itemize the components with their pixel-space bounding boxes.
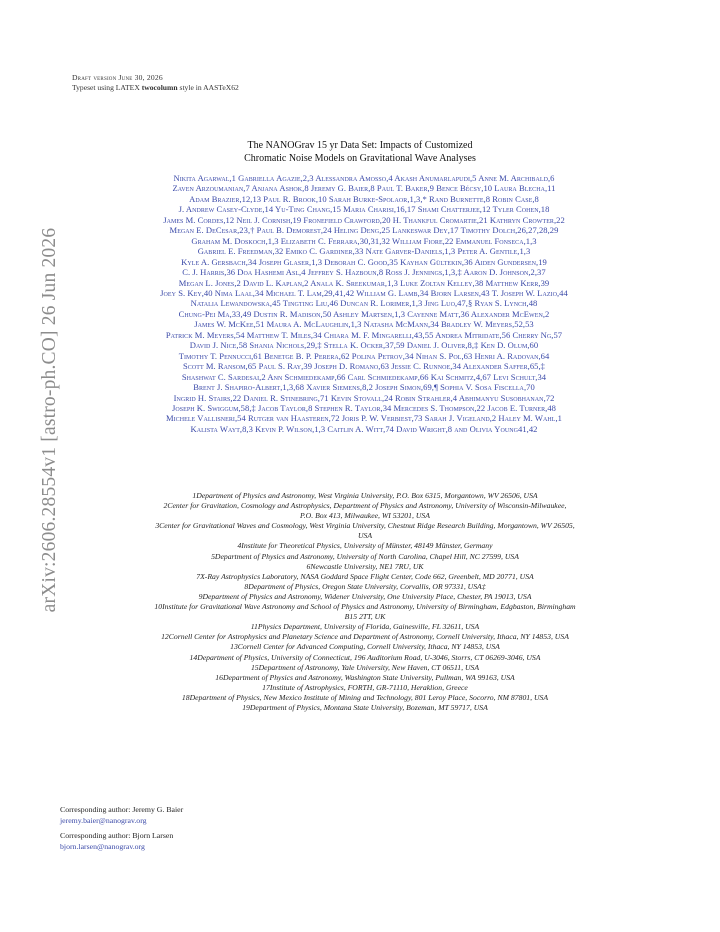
author-list — [72, 173, 656, 434]
author-line: James W. McKee,51 Maura A. McLaughlin,1,3 Natasha McMann,34 Bradley W. Meyers,52,53 — [194, 319, 534, 330]
author-line: Chung-Pei Ma,33,49 Dustin R. Madison,50 Ashley Martsen,1,3 Cayenne Matt,36 Alexander McEwen,2 — [178, 308, 550, 319]
author-line: C. J. Harris,36 Doa Hashemi Asl,4 Jeffrey S. Hazboun,8 Ross J. Jennings,1,3,‡ Aaron D. Johnson,2,37 — [182, 267, 546, 278]
title-line: The NANOGrav 15 yr Data Set: Impacts of Customized — [247, 140, 473, 151]
author-line: Nikita Agarwal,1 Gabriella Agazie,2,3 Alessandra Amosso,4 Akash Anumarlapudi,5 Anne M. Archibald,6 — [173, 173, 555, 183]
author-line: Megan E. DeCesar,23,† Paul B. Demorest,24 Heling Deng,25 Lankeswar Dey,17 Timothy Dolch,26,27,28,29 — [169, 225, 559, 236]
author-line: Graham M. Doskoch,1,3 Elizabeth C. Ferrara,30,31,32 William Fiore,22 Emmanuel Fonseca,1,3 — [191, 235, 537, 246]
affiliation-line: 4Institute for Theoretical Physics, University of Münster, 48149 Münster, Germany — [237, 541, 493, 551]
author-line: Zaven Arzoumanian,7 Anjana Ashok,8 Jeremy G. Baier,8 Paul T. Baker,9 Bence Bécsy,10 Laura Blecha,11 — [172, 183, 556, 194]
arxiv-identifier: arXiv:2606.28554v1 [astro-ph.CO] 26 Jun 2026 — [39, 227, 60, 613]
affiliation-line: 18Department of Physics, New Mexico Institute of Mining and Technology, 801 Leroy Place, Socorro, NM 87801, USA — [181, 692, 549, 702]
author-line: Brent J. Shapiro-Albert,1,3,68 Xavier Siemens,8,2 Joseph Simon,69,¶ Sophia V. Sosa Fiscella,70 — [193, 382, 535, 393]
author-line: Scott M. Ransom,65 Paul S. Ray,39 Joseph D. Romano,63 Jessie C. Runnoe,34 Alexander Saffer,65,‡ — [183, 361, 545, 372]
author-line: Patrick M. Meyers,54 Matthew T. Miles,34 Chiara M. F. Mingarelli,43,55 Andrea Mitridate,56 Cherry Ng,57 — [165, 329, 563, 340]
author-line: Timothy T. Pennucci,61 Benetge B. P. Perera,62 Polina Petrov,34 Nihan S. Pol,63 Henri A. Radovan,64 — [178, 350, 550, 361]
affiliation-line: 9Department of Physics and Astronomy, Widener University, One University Place, Chester, PA 19013, USA — [198, 591, 532, 601]
affiliation-line: 10Institute for Gravitational Wave Astronomy and School of Physics and Astronomy, University of Birmingham, Edgbaston, Birmingham — [154, 602, 576, 612]
affiliation-line: B15 2TT, UK — [344, 612, 386, 622]
title-line: Chromatic Noise Models on Gravitational Wave Analyses — [244, 153, 476, 164]
affiliation-line: 17Institute of Astrophysics, FORTH, GR-71110, Heraklion, Greece — [262, 682, 468, 692]
affiliation-line: 13Cornell Center for Advanced Computing, Cornell University, Ithaca, NY 14853, USA — [230, 642, 500, 652]
author-line: J. Andrew Casey-Clyde,14 Yu-Ting Chang,15 Maria Charisi,16,17 Shami Chatterjee,12 Tyler Cohen,18 — [178, 204, 550, 215]
affiliation-line: 2Center for Gravitation, Cosmology and Astrophysics, Department of Physics and Astronomy, University of Wisconsin-Milwaukee, — [163, 501, 567, 511]
affiliation-line: 11Physics Department, University of Florida, Gainesville, FL 32611, USA — [250, 622, 480, 632]
affiliation-line: USA — [357, 531, 373, 541]
affiliation-line: 7X-Ray Astrophysics Laboratory, NASA Goddard Space Flight Center, Code 662, Greenbelt, MD 20771, USA — [196, 571, 534, 581]
affiliation-line: 8Department of Physics, Oregon State University, Corvallis, OR 97331, USA‡ — [244, 581, 486, 591]
corresponding-authors — [60, 805, 183, 852]
affiliation-line: 3Center for Gravitational Waves and Cosmology, West Virginia University, Chestnut Ridge Research Building, Morgantown, WV 26505, — [155, 521, 575, 531]
affiliation-line: 15Department of Astronomy, Yale University, New Haven, CT 06511, USA — [250, 662, 480, 672]
affiliation-line: 14Department of Physics, University of Connecticut, 196 Auditorium Road, U-3046, Storrs, CT 06269-3046, USA — [189, 652, 541, 662]
corresponding-author-email[interactable]: bjorn.larsen@nanograv.org — [60, 841, 145, 851]
corresponding-author-email[interactable]: jeremy.baier@nanograv.org — [60, 815, 147, 825]
paper-title — [120, 139, 600, 165]
draft-version: Draft version June 30, 2026 — [72, 73, 163, 82]
author-line: Natalia Lewandowska,45 Tingting Liu,46 Duncan R. Lorimer,1,3 Jing Luo,47,§ Ryan S. Lynch,48 — [190, 298, 538, 309]
typeset-note: Typeset using LATEX twocolumn style in AASTeX62 — [72, 82, 239, 92]
author-line: Kyle A. Gersbach,34 Joseph Glaser,1,3 Deborah C. Good,35 Kayhan Gültekin,36 Aiden Gundersen,19 — [181, 256, 547, 267]
affiliation-list — [58, 491, 672, 713]
corresponding-author-label: Corresponding author: Jeremy G. Baier — [60, 805, 184, 814]
affiliation-line: 19Department of Physics, Montana State University, Bozeman, MT 59717, USA — [242, 702, 488, 712]
affiliation-line: 12Cornell Center for Astrophysics and Planetary Science and Department of Astronomy, Cornell University, Ithaca, NY 14853, USA — [161, 632, 569, 642]
affiliation-line: 16Department of Physics and Astronomy, Washington State University, Pullman, WA 99163, USA — [215, 672, 515, 682]
author-line: Joseph K. Swiggum,58,‡ Jacob Taylor,8 Stephen R. Taylor,34 Mercedes S. Thompson,22 Jacob E. Turner,48 — [171, 402, 557, 413]
author-line: Gabriel E. Freedman,32 Emiko C. Gardiner,33 Nate Garver-Daniels,1,3 Peter A. Gentile,1,3 — [197, 246, 531, 257]
author-line: Joey S. Key,40 Nima Laal,34 Michael T. Lam,29,41,42 William G. Lamb,34 Bjorn Larsen,43 T. Joseph W. Lazio,44 — [160, 287, 568, 298]
author-line: Ingrid H. Stairs,22 Daniel R. Stinebring,71 Kevin Stovall,24 Robin Strahler,4 Abhimanyu Susobhanan,72 — [173, 392, 555, 403]
author-line: Megan L. Jones,2 David L. Kaplan,2 Anala K. Sreekumar,1,3 Luke Zoltan Kelley,38 Matthew Kerr,39 — [178, 277, 550, 288]
author-line: Adam Brazier,12,13 Paul R. Brook,10 Sarah Burke-Spolaor,1,3,* Rand Burnette,8 Robin Case,8 — [189, 193, 539, 204]
corresponding-author-label: Corresponding author: Bjorn Larsen — [60, 831, 174, 841]
affiliation-line: 5Department of Physics and Astronomy, University of North Carolina, Chapel Hill, NC 27599, USA — [211, 551, 519, 561]
author-line: David J. Nice,58 Shania Nichols,29,‡ Stella K. Ocker,37,59 Daniel J. Oliver,8,‡ Ken D. Olum,60 — [189, 340, 539, 351]
author-line: James M. Cordes,12 Neil J. Cornish,19 Fronefield Crawford,20 H. Thankful Cromartie,21 Kathryn Crowter,22 — [163, 214, 565, 225]
author-line: Michele Vallisneri,54 Rutger van Haasteren,72 Joris P. W. Verbiest,73 Sarah J. Vigeland,2 Haley M. Wahl,1 — [165, 413, 562, 424]
affiliation-line: P.O. Box 413, Milwaukee, WI 53201, USA — [300, 511, 430, 521]
author-line: Shashwat C. Sardesai,2 Ann Schmiedekamp,66 Carl Schmiedekamp,66 Kai Schmitz,4,67 Levi Schult,34 — [181, 371, 547, 382]
draft-header — [72, 73, 239, 92]
affiliation-line: 1Department of Physics and Astronomy, West Virginia University, P.O. Box 6315, Morgantown, WV 26506, USA — [192, 491, 538, 500]
author-line: Kalista Wayt,8,3 Kevin P. Wilson,1,3 Caitlin A. Witt,74 David Wright,8 and Olivia Young41,42 — [190, 423, 538, 434]
affiliation-line: 6Newcastle University, NE1 7RU, UK — [306, 561, 424, 571]
